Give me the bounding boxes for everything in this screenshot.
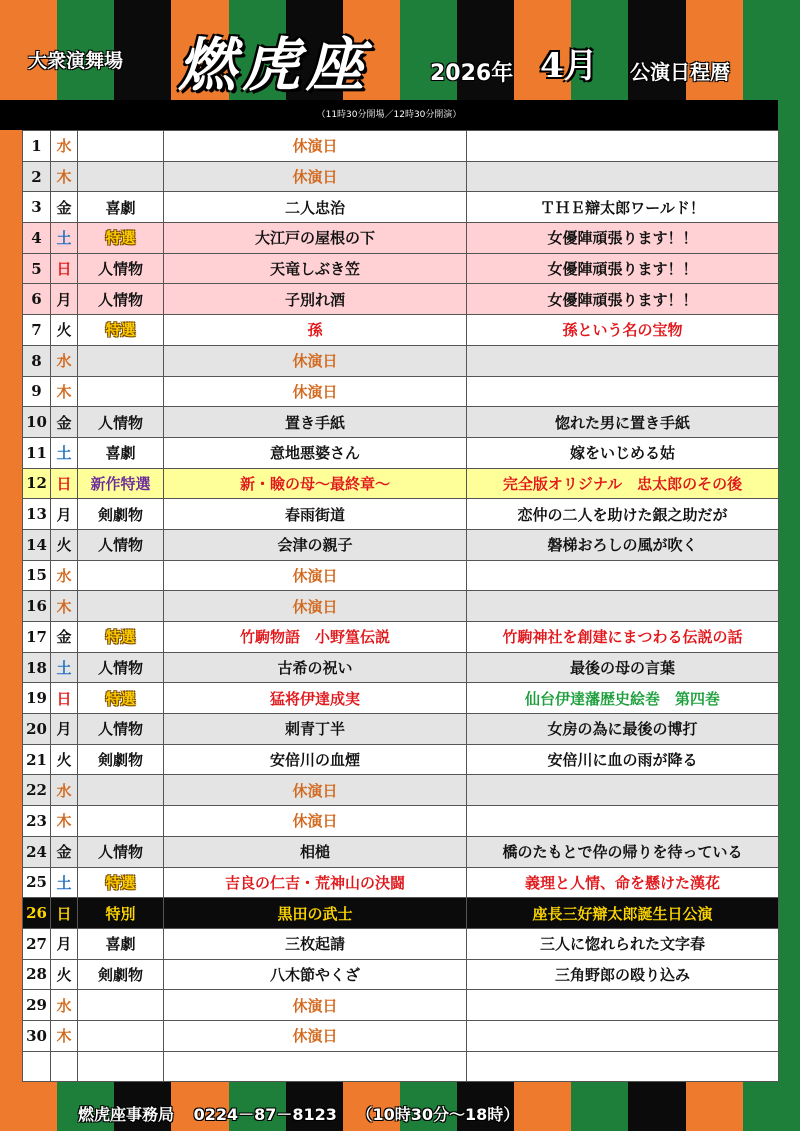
day-number: 19 [23,683,51,714]
day-number: 20 [23,714,51,745]
play-note [467,131,779,162]
schedule-row [23,315,779,346]
weekday: 土 [51,867,78,898]
weekday: 水 [51,775,78,806]
day-number: 29 [23,990,51,1021]
play-title: 猛将伊達成実 [164,683,467,714]
play-title: 安倍川の血煙 [164,744,467,775]
play-note: 仙台伊達藩歴史絵巻 第四巻 [467,683,779,714]
weekday: 火 [51,529,78,560]
genre: 剣劇物 [78,744,164,775]
genre [78,990,164,1021]
day-number: 4 [23,223,51,254]
schedule-row [23,284,779,315]
genre: 喜劇 [78,437,164,468]
play-note [467,560,779,591]
play-note: 磐梯おろしの風が吹く [467,529,779,560]
play-note: 三角野郎の殴り込み [467,959,779,990]
schedule-row [23,898,779,929]
play-note [467,345,779,376]
weekday: 日 [51,468,78,499]
weekday: 月 [51,928,78,959]
play-title: 置き手紙 [164,407,467,438]
play-note [467,990,779,1021]
weekday: 金 [51,622,78,653]
schedule-row [23,867,779,898]
play-title: 休演日 [164,775,467,806]
day-number: 22 [23,775,51,806]
day-number: 14 [23,529,51,560]
weekday: 月 [51,499,78,530]
play-title: 三枚起請 [164,928,467,959]
play-title: 子別れ酒 [164,284,467,315]
schedule-row [23,990,779,1021]
genre [78,345,164,376]
schedule-row [23,345,779,376]
play-title: 大江戸の屋根の下 [164,223,467,254]
weekday: 土 [51,652,78,683]
schedule-row [23,437,779,468]
play-title: 春雨街道 [164,499,467,530]
month-label: 4月 [540,46,598,86]
footer [78,1098,533,1131]
play-note: 嫁をいじめる姑 [467,437,779,468]
play-note: 女優陣頑張ります！！ [467,253,779,284]
play-note: ＴＨＥ辯太郎ワールド！ [467,192,779,223]
schedule-row [23,192,779,223]
play-note: 孫という名の宝物 [467,315,779,346]
genre: 人情物 [78,407,164,438]
genre: 特選 [78,683,164,714]
schedule-row [23,376,779,407]
play-note: 三人に惚れられた文字春 [467,928,779,959]
day-number: 23 [23,806,51,837]
play-note [467,376,779,407]
genre: 新作特選 [78,468,164,499]
day-number: 8 [23,345,51,376]
schedule-row [23,1020,779,1051]
venue-label: 大衆演舞場 [28,50,124,72]
weekday [51,1051,78,1082]
weekday: 月 [51,714,78,745]
day-number: 5 [23,253,51,284]
weekday: 木 [51,806,78,837]
year-label: 2026年 [430,61,514,86]
play-note: 女房の為に最後の博打 [467,714,779,745]
genre [78,161,164,192]
header [0,0,800,100]
genre: 特選 [78,223,164,254]
genre [78,1051,164,1082]
weekday: 日 [51,253,78,284]
weekday: 木 [51,376,78,407]
schedule-row [23,407,779,438]
genre [78,560,164,591]
genre: 人情物 [78,529,164,560]
schedule-row [23,591,779,622]
weekday: 火 [51,744,78,775]
day-number: 13 [23,499,51,530]
day-number: 18 [23,652,51,683]
play-note: 恋仲の二人を助けた銀之助だが [467,499,779,530]
office-phone[interactable]: 0224－87－8123 [193,1105,337,1124]
play-title: 休演日 [164,591,467,622]
schedule-row [23,253,779,284]
weekday: 木 [51,161,78,192]
play-title: 古希の祝い [164,652,467,683]
schedule-row [23,959,779,990]
troupe-logo: 燃虎座 [178,31,371,99]
play-title: 会津の親子 [164,529,467,560]
genre [78,1020,164,1051]
day-number: 28 [23,959,51,990]
play-title: 二人忠治 [164,192,467,223]
weekday: 日 [51,683,78,714]
play-note: 最後の母の言葉 [467,652,779,683]
play-title: 休演日 [164,376,467,407]
play-note [467,1051,779,1082]
play-title: 休演日 [164,560,467,591]
schedule-row [23,529,779,560]
schedule-row [23,499,779,530]
play-title: 休演日 [164,1020,467,1051]
play-title: 相槌 [164,836,467,867]
schedule-row [23,744,779,775]
day-number: 6 [23,284,51,315]
play-title: 刺青丁半 [164,714,467,745]
day-number: 21 [23,744,51,775]
play-note [467,775,779,806]
play-note [467,1020,779,1051]
weekday: 火 [51,959,78,990]
play-note: 完全版オリジナル 忠太郎のその後 [467,468,779,499]
schedule-row [23,223,779,254]
weekday: 日 [51,898,78,929]
schedule-title: 公演日程暦 [630,60,730,84]
genre: 特選 [78,622,164,653]
play-title: 吉良の仁吉・荒神山の決闘 [164,867,467,898]
schedule-row [23,468,779,499]
genre: 喜劇 [78,928,164,959]
day-number: 15 [23,560,51,591]
play-note [467,806,779,837]
weekday: 水 [51,345,78,376]
play-note [467,161,779,192]
weekday: 土 [51,223,78,254]
day-number: 11 [23,437,51,468]
genre: 喜劇 [78,192,164,223]
genre: 人情物 [78,253,164,284]
play-note: 惚れた男に置き手紙 [467,407,779,438]
genre [78,376,164,407]
play-title: 休演日 [164,990,467,1021]
genre: 剣劇物 [78,499,164,530]
schedule-row [23,1051,779,1082]
play-title: 休演日 [164,806,467,837]
genre [78,806,164,837]
office-name: 燃虎座事務局 [78,1105,175,1124]
schedule-row [23,683,779,714]
schedule-row [23,652,779,683]
weekday: 木 [51,1020,78,1051]
schedule-row [23,622,779,653]
day-number: 10 [23,407,51,438]
weekday: 金 [51,192,78,223]
play-title: 休演日 [164,131,467,162]
play-note [467,591,779,622]
weekday: 土 [51,437,78,468]
genre: 人情物 [78,714,164,745]
schedule-row [23,836,779,867]
genre: 人情物 [78,836,164,867]
play-title: 竹駒物語 小野篁伝説 [164,622,467,653]
schedule-row [23,806,779,837]
weekday: 金 [51,836,78,867]
day-number: 2 [23,161,51,192]
play-title: 新・瞼の母～最終章～ [164,468,467,499]
weekday: 水 [51,990,78,1021]
weekday: 金 [51,407,78,438]
schedule-row [23,714,779,745]
day-number: 9 [23,376,51,407]
show-time-note: （11時30分開場／12時30分開演） [0,100,778,130]
schedule-row [23,928,779,959]
day-number: 12 [23,468,51,499]
day-number: 1 [23,131,51,162]
day-number: 7 [23,315,51,346]
day-number: 24 [23,836,51,867]
day-number: 3 [23,192,51,223]
play-title: 天竜しぶき笠 [164,253,467,284]
office-hours: （10時30分～18時） [356,1105,520,1124]
schedule-row [23,161,779,192]
weekday: 月 [51,284,78,315]
play-title: 休演日 [164,161,467,192]
genre: 人情物 [78,284,164,315]
play-note: 義理と人情、命を懸けた漢花 [467,867,779,898]
play-note: 女優陣頑張ります！！ [467,284,779,315]
play-note: 座長三好辯太郎誕生日公演 [467,898,779,929]
play-note: 竹駒神社を創建にまつわる伝説の話 [467,622,779,653]
play-title: 黒田の武士 [164,898,467,929]
play-title: 八木節やくざ [164,959,467,990]
genre [78,775,164,806]
day-number: 27 [23,928,51,959]
day-number: 30 [23,1020,51,1051]
day-number [23,1051,51,1082]
play-title: 孫 [164,315,467,346]
play-note: 安倍川に血の雨が降る [467,744,779,775]
schedule-row [23,775,779,806]
day-number: 17 [23,622,51,653]
weekday: 水 [51,131,78,162]
schedule-table [22,130,779,1082]
genre: 人情物 [78,652,164,683]
day-number: 16 [23,591,51,622]
weekday: 水 [51,560,78,591]
genre [78,591,164,622]
genre: 特選 [78,867,164,898]
weekday: 木 [51,591,78,622]
play-title: 意地悪婆さん [164,437,467,468]
day-number: 26 [23,898,51,929]
schedule-row [23,131,779,162]
play-title [164,1051,467,1082]
weekday: 火 [51,315,78,346]
genre: 剣劇物 [78,959,164,990]
play-note: 橋のたもとで伜の帰りを待っている [467,836,779,867]
day-number: 25 [23,867,51,898]
play-title: 休演日 [164,345,467,376]
genre: 特選 [78,315,164,346]
genre: 特別 [78,898,164,929]
play-note: 女優陣頑張ります！！ [467,223,779,254]
genre [78,131,164,162]
schedule-row [23,560,779,591]
